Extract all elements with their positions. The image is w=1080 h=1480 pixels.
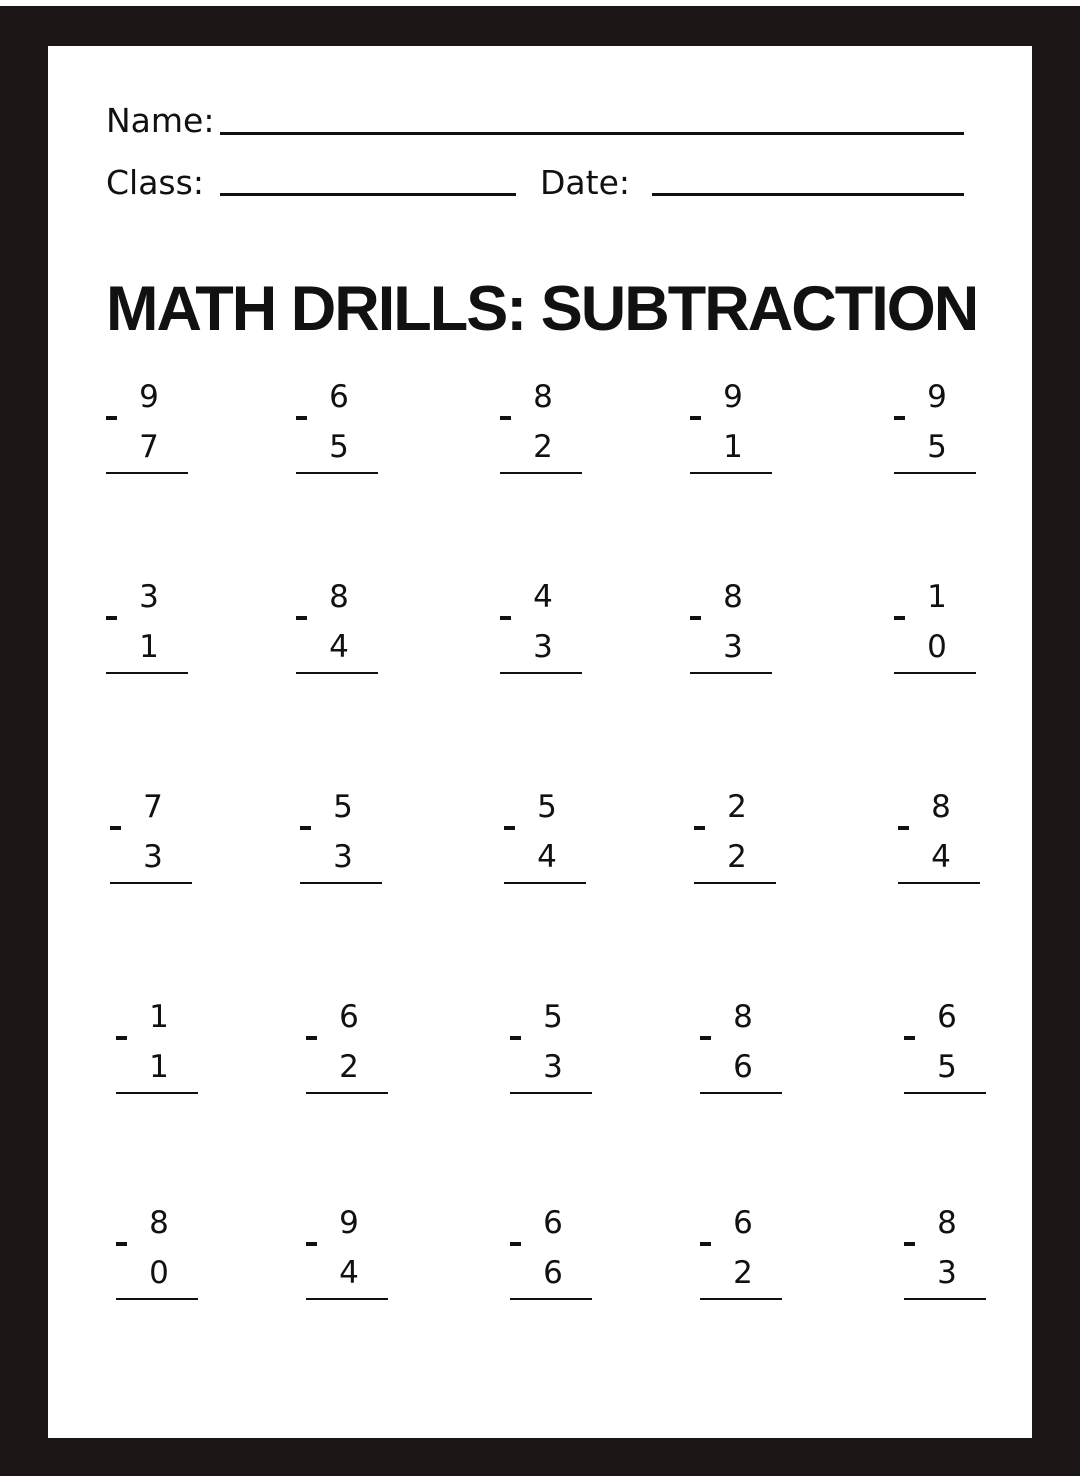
minuend: 8 [533,379,553,415]
minus-sign-icon [116,1036,127,1040]
minus-sign-icon [106,416,117,420]
subtrahend: 6 [733,1049,753,1085]
class-label: Class: [106,163,204,202]
answer-line[interactable] [106,672,188,674]
minuend: 8 [149,1205,169,1241]
subtrahend: 2 [339,1049,359,1085]
minus-sign-icon [700,1242,711,1246]
subtrahend: 3 [723,629,743,665]
subtraction-problem [116,996,200,1092]
answer-line[interactable] [500,472,582,474]
minus-sign-icon [894,416,905,420]
answer-line[interactable] [300,882,382,884]
answer-line[interactable] [694,882,776,884]
answer-line[interactable] [700,1298,782,1300]
minus-sign-icon [110,826,121,830]
answer-line[interactable] [306,1298,388,1300]
subtrahend: 0 [927,629,947,665]
subtrahend: 4 [339,1255,359,1291]
minuend: 5 [333,789,353,825]
subtrahend: 6 [543,1255,563,1291]
minus-sign-icon [296,416,307,420]
minus-sign-icon [504,826,515,830]
minus-sign-icon [904,1036,915,1040]
subtraction-problem [694,786,778,882]
minus-sign-icon [700,1036,711,1040]
answer-line[interactable] [700,1092,782,1094]
subtraction-problem [306,996,390,1092]
subtraction-problem [700,1202,784,1298]
answer-line[interactable] [116,1092,198,1094]
subtrahend: 5 [927,429,947,465]
answer-line[interactable] [106,472,188,474]
subtrahend: 3 [533,629,553,665]
answer-line[interactable] [894,472,976,474]
minus-sign-icon [690,616,701,620]
answer-line[interactable] [510,1092,592,1094]
minus-sign-icon [898,826,909,830]
subtrahend: 4 [329,629,349,665]
subtraction-problem [510,1202,594,1298]
answer-line[interactable] [116,1298,198,1300]
minus-sign-icon [894,616,905,620]
minuend: 4 [533,579,553,615]
answer-line[interactable] [500,672,582,674]
class-field[interactable] [220,193,516,196]
answer-line[interactable] [904,1092,986,1094]
subtrahend: 5 [329,429,349,465]
answer-line[interactable] [306,1092,388,1094]
minus-sign-icon [106,616,117,620]
subtrahend: 1 [723,429,743,465]
subtraction-problem [690,576,774,672]
subtraction-problem [306,1202,390,1298]
subtraction-problem [296,576,380,672]
answer-line[interactable] [904,1298,986,1300]
date-label: Date: [540,163,630,202]
minus-sign-icon [510,1242,521,1246]
answer-line[interactable] [898,882,980,884]
subtrahend: 2 [727,839,747,875]
minus-sign-icon [694,826,705,830]
minuend: 6 [339,999,359,1035]
subtraction-problem [106,376,190,472]
subtrahend: 4 [537,839,557,875]
minuend: 8 [723,579,743,615]
minuend: 9 [139,379,159,415]
minuend: 3 [139,579,159,615]
minuend: 1 [927,579,947,615]
subtrahend: 1 [139,629,159,665]
subtraction-problem [690,376,774,472]
answer-line[interactable] [510,1298,592,1300]
subtraction-problem [116,1202,200,1298]
subtrahend: 3 [543,1049,563,1085]
minuend: 6 [329,379,349,415]
minuend: 8 [329,579,349,615]
minus-sign-icon [510,1036,521,1040]
minus-sign-icon [500,416,511,420]
subtraction-problem [700,996,784,1092]
subtrahend: 1 [149,1049,169,1085]
minuend: 9 [723,379,743,415]
minus-sign-icon [306,1036,317,1040]
subtraction-problem [510,996,594,1092]
answer-line[interactable] [690,472,772,474]
minuend: 1 [149,999,169,1035]
subtrahend: 4 [931,839,951,875]
subtrahend: 7 [139,429,159,465]
minuend: 9 [339,1205,359,1241]
subtraction-problem [296,376,380,472]
minuend: 9 [927,379,947,415]
subtrahend: 2 [733,1255,753,1291]
minuend: 7 [143,789,163,825]
answer-line[interactable] [110,882,192,884]
subtrahend: 0 [149,1255,169,1291]
subtraction-problem [894,376,978,472]
subtrahend: 3 [333,839,353,875]
minuend: 6 [937,999,957,1035]
subtraction-problem [500,576,584,672]
minuend: 6 [543,1205,563,1241]
date-field[interactable] [652,193,964,196]
subtrahend: 3 [937,1255,957,1291]
name-field[interactable] [220,132,964,135]
minus-sign-icon [306,1242,317,1246]
answer-line[interactable] [504,882,586,884]
subtraction-problem [500,376,584,472]
minuend: 6 [733,1205,753,1241]
name-label: Name: [106,101,215,140]
subtraction-problem [904,1202,988,1298]
minuend: 8 [931,789,951,825]
answer-line[interactable] [296,472,378,474]
subtraction-problem [894,576,978,672]
subtrahend: 2 [533,429,553,465]
subtrahend: 5 [937,1049,957,1085]
minuend: 8 [733,999,753,1035]
subtraction-problem [106,576,190,672]
subtraction-problem [300,786,384,882]
subtraction-problem [504,786,588,882]
subtraction-problem [904,996,988,1092]
minuend: 8 [937,1205,957,1241]
worksheet [48,46,1032,1438]
minus-sign-icon [904,1242,915,1246]
minus-sign-icon [300,826,311,830]
subtraction-problem [898,786,982,882]
minuend: 5 [537,789,557,825]
answer-line[interactable] [296,672,378,674]
minus-sign-icon [296,616,307,620]
subtrahend: 3 [143,839,163,875]
minus-sign-icon [116,1242,127,1246]
page-title: MATH DRILLS: SUBTRACTION [106,274,978,344]
answer-line[interactable] [894,672,976,674]
answer-line[interactable] [690,672,772,674]
minuend: 5 [543,999,563,1035]
subtraction-problem [110,786,194,882]
minuend: 2 [727,789,747,825]
minus-sign-icon [690,416,701,420]
minus-sign-icon [500,616,511,620]
